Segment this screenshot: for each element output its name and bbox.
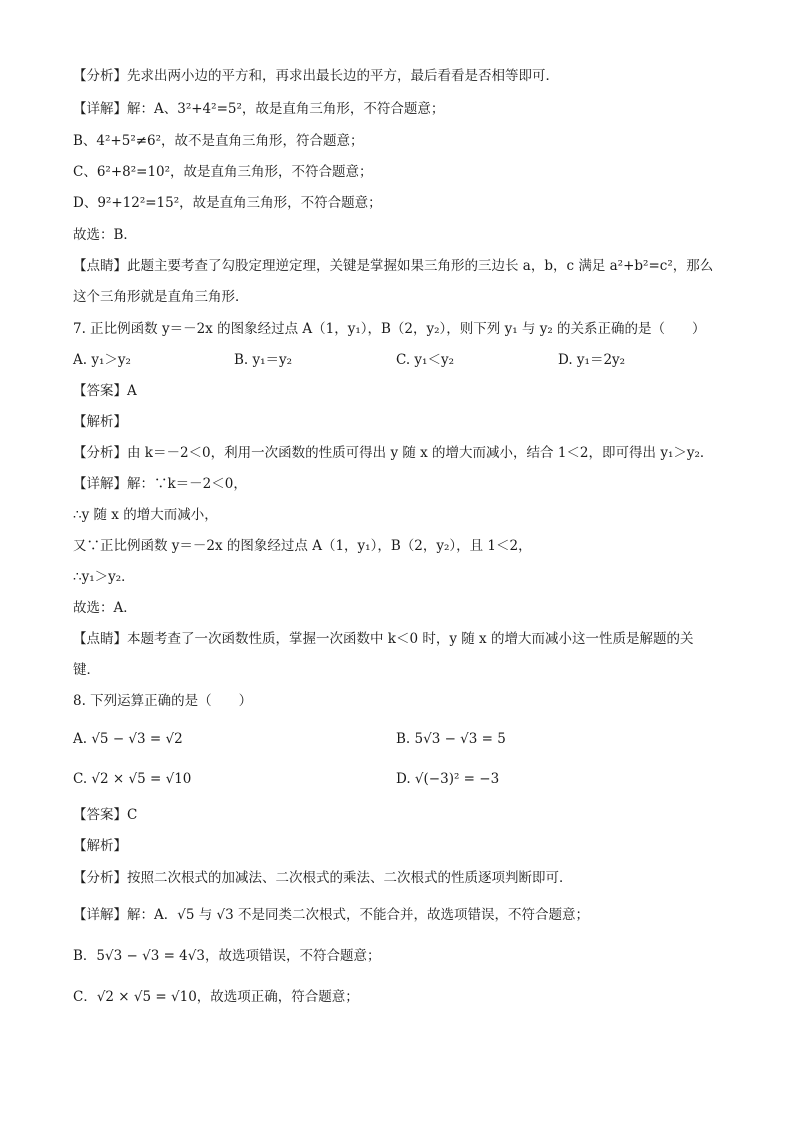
answer-line: 【答案】C bbox=[73, 807, 138, 823]
q8-option-c: C. √2 × √5 = √10 bbox=[73, 771, 192, 787]
detail-line: B、4²+5²≠6²，故不是直角三角形，符合题意； bbox=[73, 133, 364, 149]
detail-line: 【详解】解：∵k＝－2＜0， bbox=[73, 476, 247, 492]
q7-option-d: D. y₁＝2y₂ bbox=[558, 352, 626, 368]
detail-line: 【详解】解：A．√5 与 √3 不是同类二次根式，不能合并，故选项错误，不符合题意； bbox=[73, 907, 590, 923]
q7-option-a: A. y₁＞y₂ bbox=[73, 352, 131, 368]
note-line: 这个三角形就是直角三角形． bbox=[73, 289, 249, 305]
q7-option-c: C. y₁＜y₂ bbox=[396, 352, 455, 368]
answer-line: 【答案】A bbox=[73, 383, 137, 399]
analysis-line: 【分析】由 k＝－2＜0，利用一次函数的性质可得出 y 随 x 的增大而减小，结合 1＜2，即可得出 y₁＞y₂． bbox=[73, 445, 714, 461]
detail-line: B．5√3 − √3 = 4√3，故选项错误，不符合题意； bbox=[73, 948, 381, 964]
q8-option-a: A. √5 − √3 = √2 bbox=[73, 731, 183, 747]
detail-line: D、9²+12²=15²，故是直角三角形，不符合题意； bbox=[73, 195, 382, 211]
detail-line: ∴y₁＞y₂． bbox=[73, 569, 135, 585]
detail-line: C．√2 × √5 = √10，故选项正确，符合题意； bbox=[73, 989, 359, 1005]
explanation-heading: 【解析】 bbox=[73, 414, 127, 430]
q7-option-b: B. y₁＝y₂ bbox=[234, 352, 293, 368]
detail-line: 【详解】解：A、3²+4²=5²，故是直角三角形，不符合题意； bbox=[73, 101, 445, 117]
analysis-line: 【分析】先求出两小边的平方和，再求出最长边的平方，最后看看是否相等即可． bbox=[73, 68, 559, 84]
choice-line: 故选：B． bbox=[73, 227, 137, 243]
detail-line: ∴y 随 x 的增大而减小， bbox=[73, 507, 218, 523]
choice-line: 故选：A． bbox=[73, 600, 137, 616]
detail-line: C、6²+8²=10²，故是直角三角形，不符合题意； bbox=[73, 164, 373, 180]
detail-line: 又∵正比例函数 y＝－2x 的图象经过点 A（1，y₁），B（2，y₂），且 1＜2， bbox=[73, 538, 532, 554]
explanation-heading: 【解析】 bbox=[73, 838, 127, 854]
note-line: 【点睛】此题主要考查了勾股定理逆定理，关键是掌握如果三角形的三边长 a，b，c 满足 a²+b²=c²，那么 bbox=[73, 258, 714, 274]
note-line: 【点睛】本题考查了一次函数性质，掌握一次函数中 k＜0 时，y 随 x 的增大而减小这一性质是解题的关 bbox=[73, 631, 694, 647]
question-7-stem: 7. 正比例函数 y＝－2x 的图象经过点 A（1，y₁），B（2，y₂），则下列 y₁ 与 y₂ 的关系正确的是（ ） bbox=[73, 321, 706, 337]
question-8-stem: 8. 下列运算正确的是（ ） bbox=[73, 693, 253, 709]
note-line: 键． bbox=[73, 662, 100, 678]
q8-option-b: B. 5√3 − √3 = 5 bbox=[396, 731, 506, 747]
q8-option-d: D. √(−3)² = −3 bbox=[396, 771, 500, 787]
analysis-line: 【分析】按照二次根式的加减法、二次根式的乘法、二次根式的性质逐项判断即可． bbox=[73, 870, 573, 886]
